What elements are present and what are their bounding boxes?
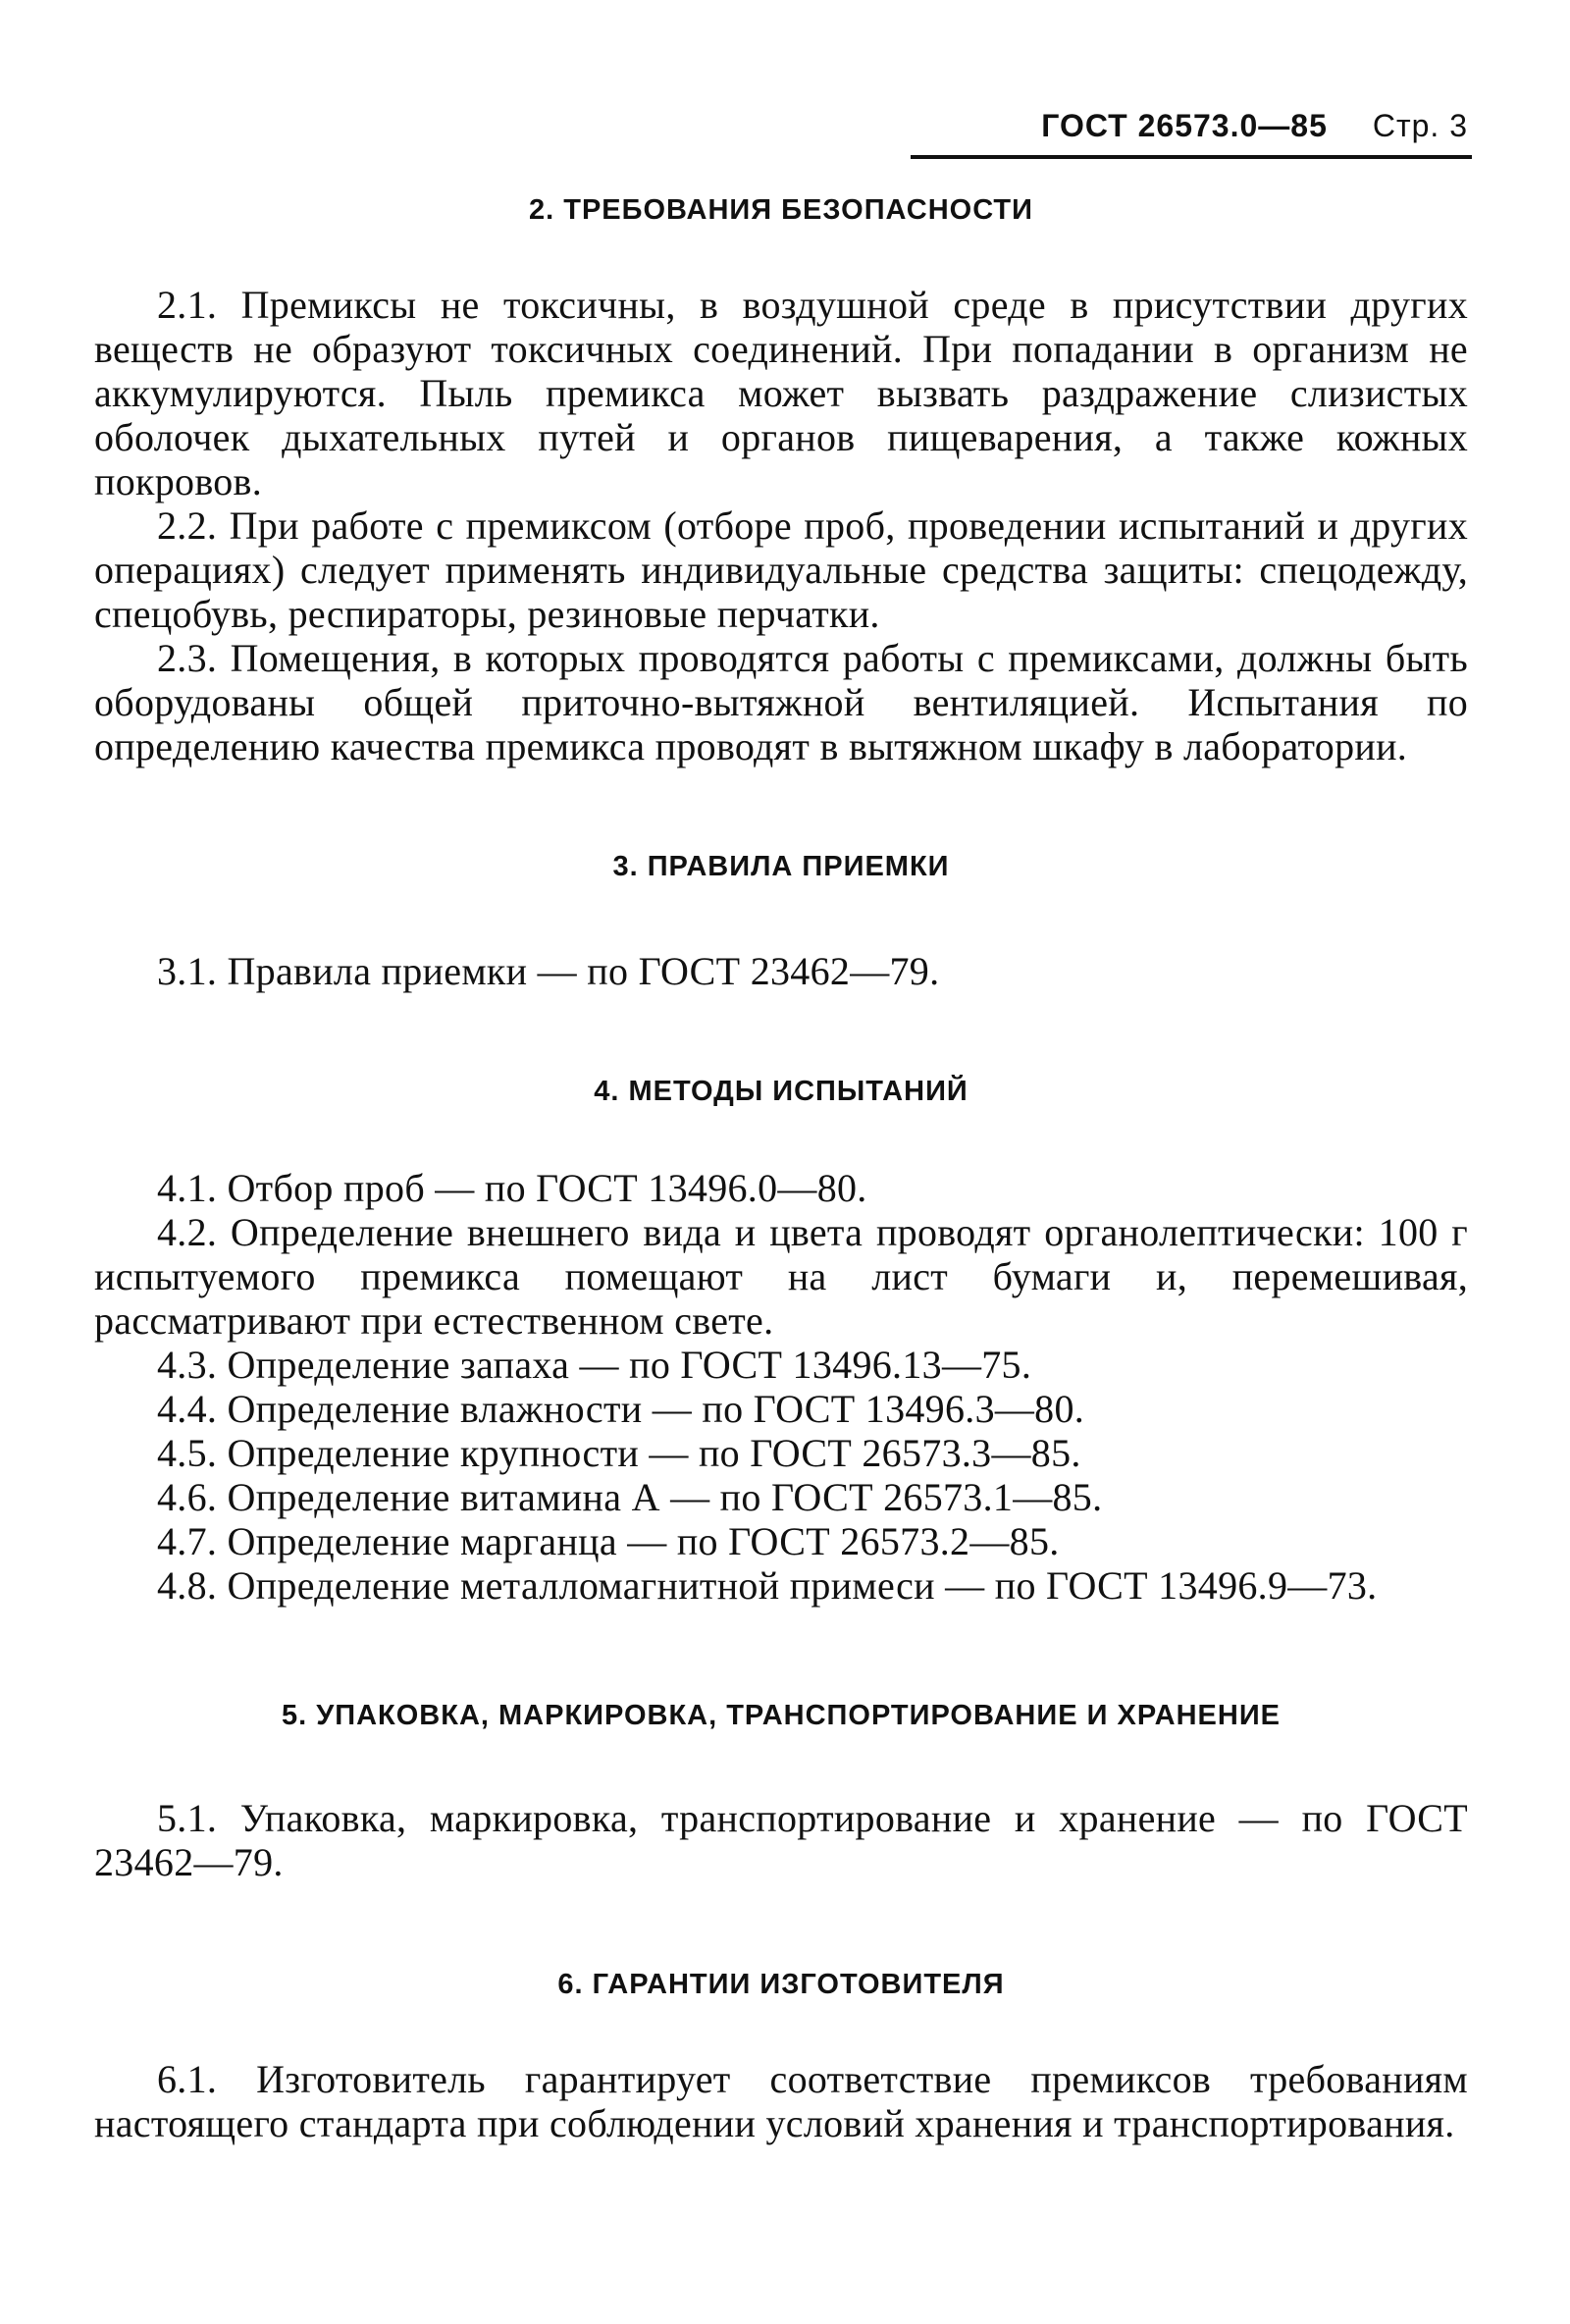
section-safety-requirements bbox=[94, 192, 1468, 768]
section-heading: 4. МЕТОДЫ ИСПЫТАНИЙ bbox=[594, 1076, 968, 1107]
paragraph: 5.1. Упаковка, маркировка, транспортирование и хранение — по ГОСТ 23462—79. bbox=[94, 1796, 1468, 1884]
section-body bbox=[94, 2057, 1468, 2145]
paragraph: 4.2. Определение внешнего вида и цвета проводят органолептически: 100 г испытуемого премикса помещают на лист бумаги и, перемешивая, рассматривают при естественном свете. bbox=[94, 1210, 1468, 1343]
page-number: Стр. 3 bbox=[1372, 108, 1468, 143]
section-heading: 2. ТРЕБОВАНИЯ БЕЗОПАСНОСТИ bbox=[529, 194, 1033, 226]
document-code: ГОСТ 26573.0—85 bbox=[1041, 108, 1328, 143]
section-test-methods bbox=[94, 1074, 1468, 1608]
section-body bbox=[94, 283, 1468, 768]
document-body bbox=[94, 192, 1468, 2145]
paragraph: 4.6. Определение витамина А — по ГОСТ 26573.1—85. bbox=[157, 1475, 1103, 1519]
paragraph: 4.1. Отбор проб — по ГОСТ 13496.0—80. bbox=[157, 1166, 867, 1210]
paragraph: 2.2. При работе с премиксом (отборе проб, проведении испытаний и других операциях) следует применять индивидуальные средства защиты: спецодежду, спецобувь, респираторы, резиновые перчатки. bbox=[94, 503, 1468, 636]
section-body bbox=[94, 949, 1468, 993]
paragraph: 4.7. Определение марганца — по ГОСТ 26573.2—85. bbox=[157, 1519, 1060, 1563]
section-body bbox=[94, 1796, 1468, 1884]
section-manufacturer-warranty bbox=[94, 1967, 1468, 2145]
paragraph: 2.3. Помещения, в которых проводятся работы с премиксами, должны быть оборудованы общей приточно-вытяжной вентиляцией. Испытания по определению качества премикса проводят в вытяжном шкафу в лаборатории. bbox=[94, 636, 1468, 768]
running-header bbox=[1041, 108, 1468, 144]
paragraph: 4.5. Определение крупности — по ГОСТ 26573.3—85. bbox=[157, 1431, 1081, 1475]
paragraph: 4.3. Определение запаха — по ГОСТ 13496.13—75. bbox=[157, 1343, 1032, 1387]
section-packaging-storage bbox=[94, 1698, 1468, 1884]
header-rule bbox=[911, 155, 1472, 159]
section-heading: 3. ПРАВИЛА ПРИЕМКИ bbox=[612, 851, 950, 882]
section-heading: 5. УПАКОВКА, МАРКИРОВКА, ТРАНСПОРТИРОВАНИЕ И ХРАНЕНИЕ bbox=[281, 1700, 1282, 1731]
section-acceptance-rules bbox=[94, 849, 1468, 993]
paragraph: 6.1. Изготовитель гарантирует соответствие премиксов требованиям настоящего стандарта при соблюдении условий хранения и транспортирования. bbox=[94, 2057, 1468, 2145]
paragraph: 2.1. Премиксы не токсичны, в воздушной среде в присутствии других веществ не образуют токсичных соединений. При попадании в организм не аккумулируются. Пыль премикса может вызвать раздражение слизистых оболочек дыхательных путей и органов пищеварения, а также кожных покровов. bbox=[94, 283, 1468, 503]
paragraph: 3.1. Правила приемки — по ГОСТ 23462—79. bbox=[157, 949, 940, 993]
paragraph: 4.8. Определение металломагнитной примеси — по ГОСТ 13496.9—73. bbox=[157, 1563, 1378, 1608]
paragraph: 4.4. Определение влажности — по ГОСТ 13496.3—80. bbox=[157, 1387, 1085, 1431]
section-heading: 6. ГАРАНТИИ ИЗГОТОВИТЕЛЯ bbox=[557, 1969, 1005, 2000]
section-body bbox=[94, 1166, 1468, 1608]
